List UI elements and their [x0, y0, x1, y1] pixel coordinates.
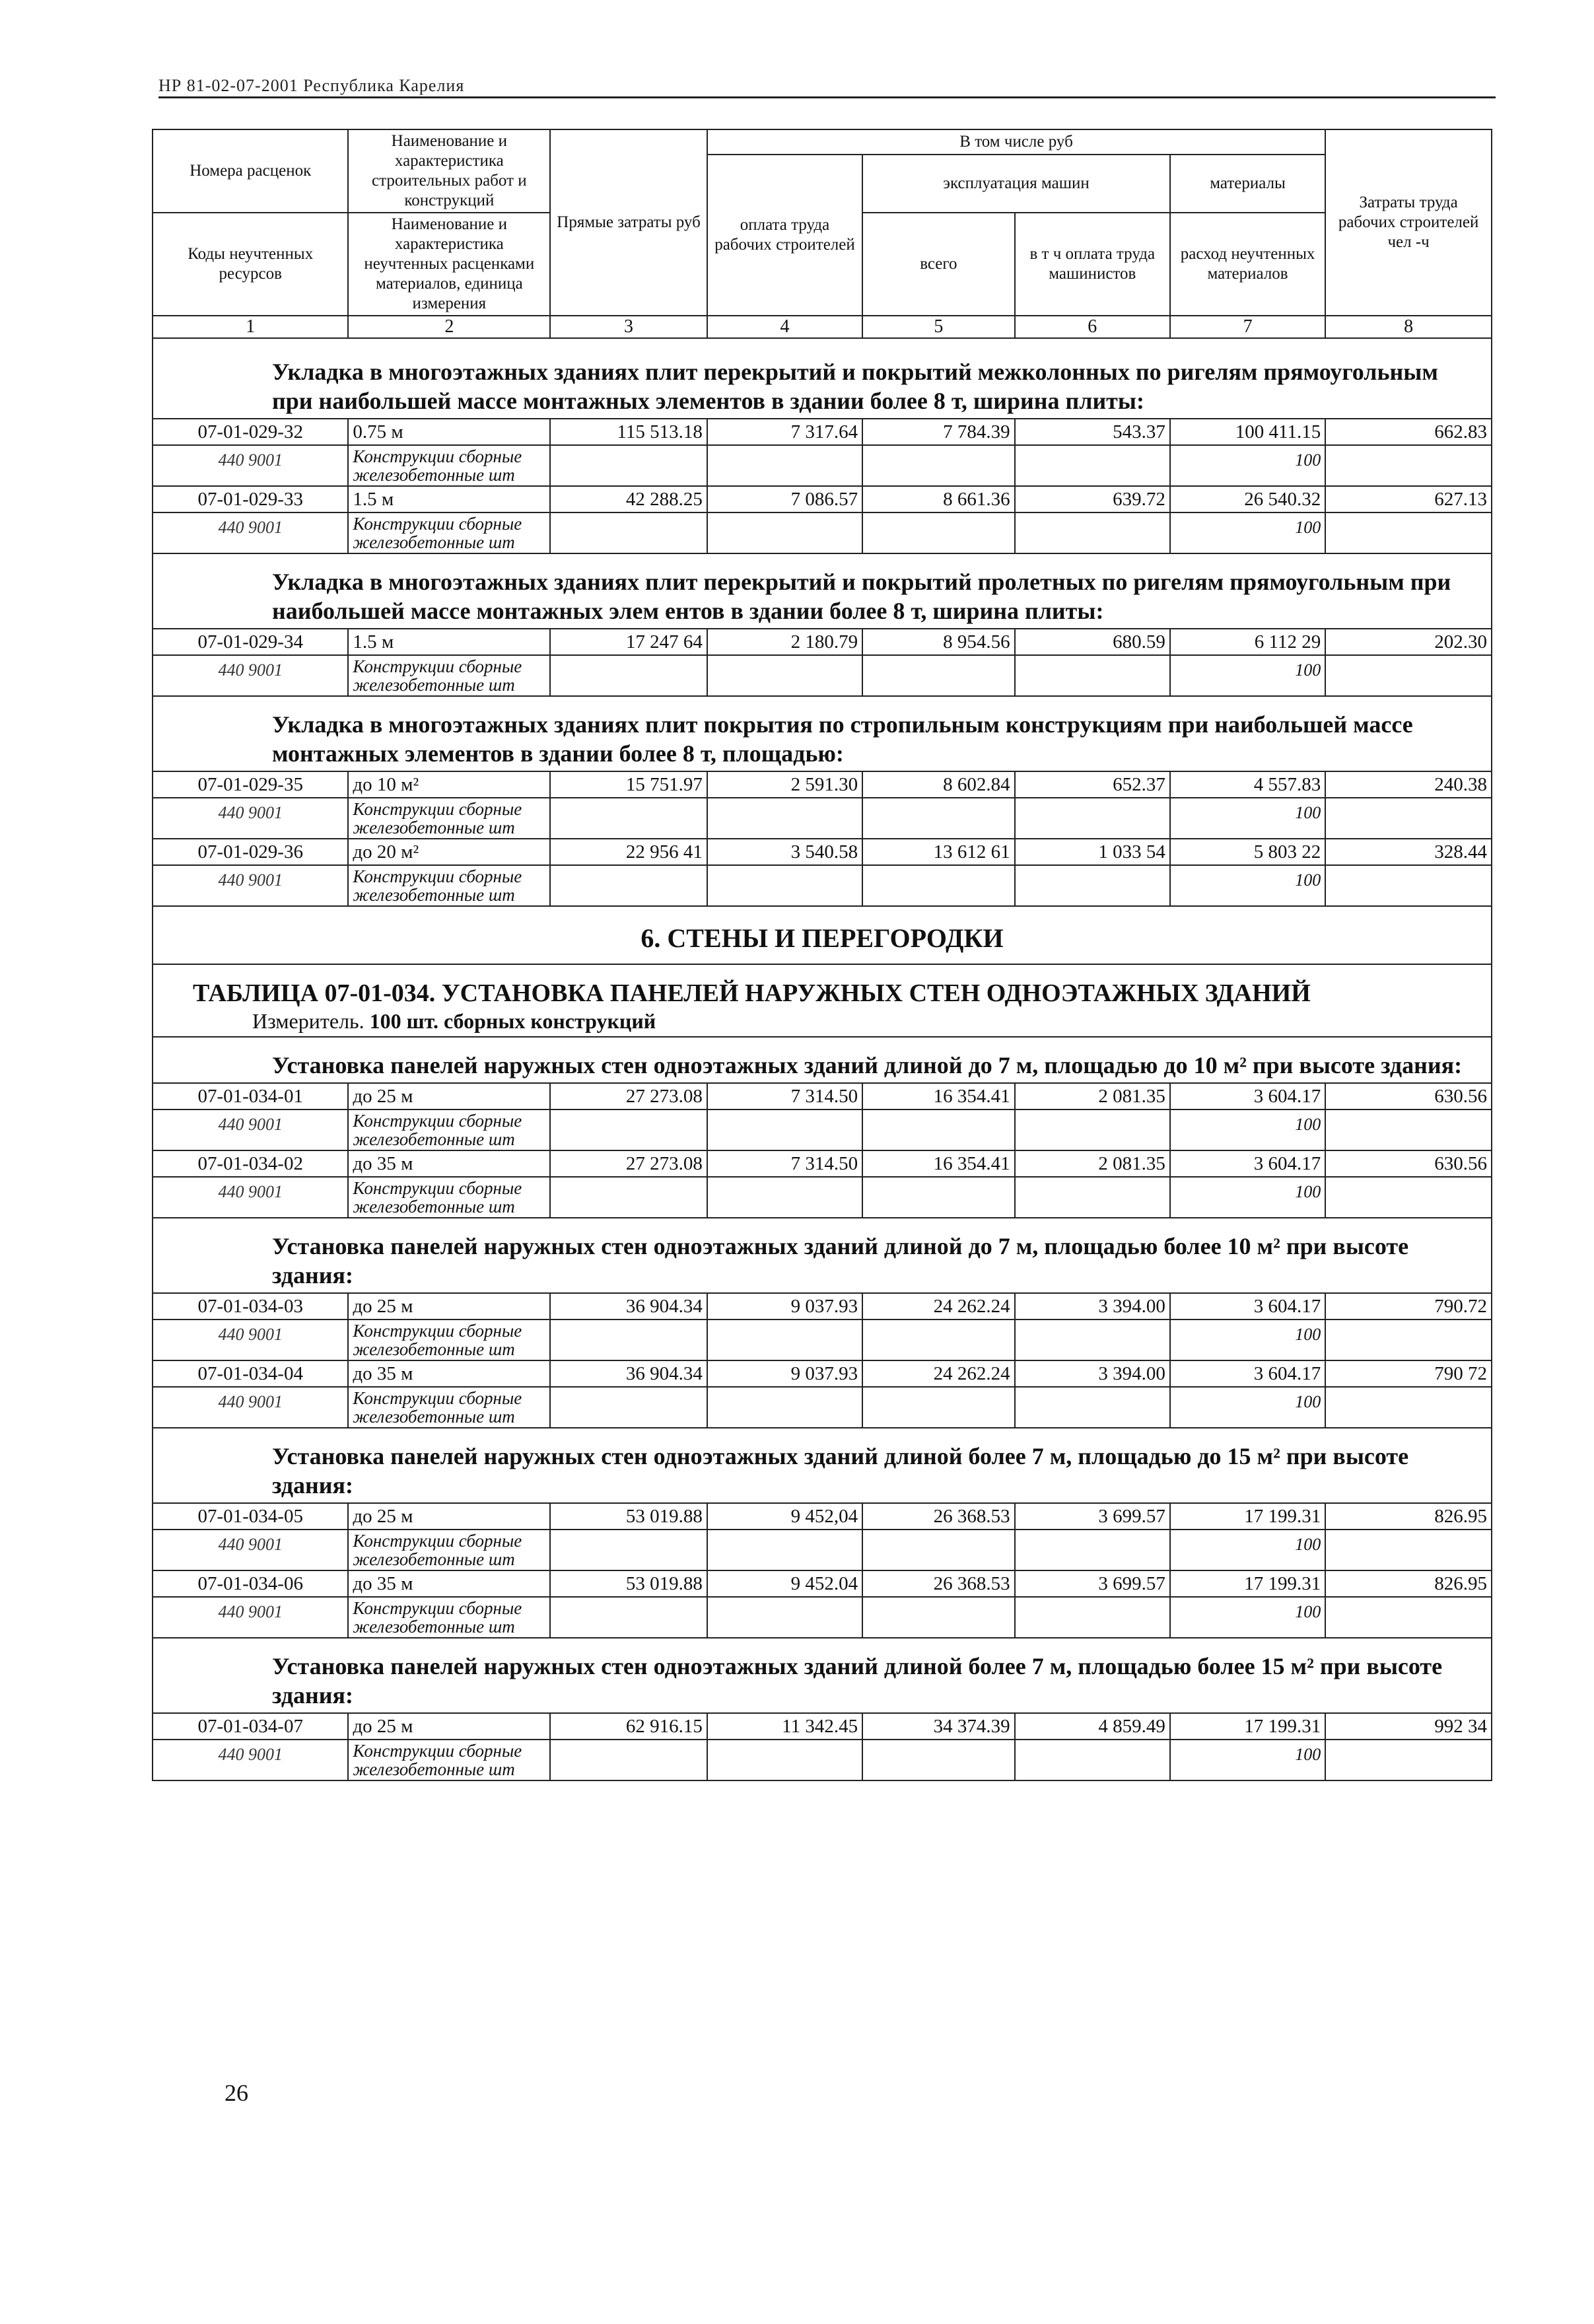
labor-cost: 7 314.50: [707, 1150, 862, 1177]
rates-table-wrapper: [152, 129, 1492, 1781]
material-name: Конструкции сборные железобетонные шт: [348, 1109, 550, 1150]
meter-value: 100 шт. сборных конструкций: [369, 1009, 656, 1033]
materials-cost: 17 199.31: [1170, 1570, 1325, 1597]
page-number: 26: [225, 2080, 248, 2106]
work-name: до 25 м: [348, 1713, 550, 1740]
machines-total: 16 354.41: [862, 1150, 1015, 1177]
work-name: до 35 м: [348, 1570, 550, 1597]
labor-cost: 7 314.50: [707, 1083, 862, 1109]
rate-code: 07-01-034-01: [153, 1083, 348, 1109]
materials-cost: 17 199.31: [1170, 1503, 1325, 1530]
labor-cost: 7 086.57: [707, 486, 862, 512]
material-name: Конструкции сборные железобетонные шт: [348, 865, 550, 906]
resource-code: 440 9001: [153, 655, 348, 696]
labor-cost: 2 180.79: [707, 629, 862, 655]
labor-hours: 790.72: [1325, 1293, 1492, 1320]
machinists-pay: 3 394.00: [1015, 1360, 1170, 1387]
machinists-pay: 1 033 54: [1015, 839, 1170, 865]
group-title-row: [153, 696, 1492, 771]
col-number: 1: [153, 316, 348, 338]
col-number: 8: [1325, 316, 1492, 338]
direct-cost: 53 019.88: [550, 1503, 707, 1530]
materials-cost: 100 411.15: [1170, 419, 1325, 445]
labor-hours: 662.83: [1325, 419, 1492, 445]
rate-code: 07-01-034-04: [153, 1360, 348, 1387]
col-header-8: Затраты труда рабочих строителей чел -ч: [1325, 129, 1492, 316]
machinists-pay: 2 081.35: [1015, 1083, 1170, 1109]
table-row: [153, 1150, 1492, 1177]
machines-total: 13 612 61: [862, 839, 1015, 865]
material-quantity: 100: [1170, 445, 1325, 486]
material-name: Конструкции сборные железобетонные шт: [348, 1177, 550, 1218]
rate-code: 07-01-029-35: [153, 771, 348, 798]
material-name: Конструкции сборные железобетонные шт: [348, 1740, 550, 1780]
material-quantity: 100: [1170, 1177, 1325, 1218]
table-row-resource: [153, 798, 1492, 839]
materials-cost: 6 112 29: [1170, 629, 1325, 655]
materials-cost: 4 557.83: [1170, 771, 1325, 798]
col-header-7: расход неучтенных материалов: [1170, 213, 1325, 316]
labor-cost: 9 452,04: [707, 1503, 862, 1530]
machines-total: 24 262.24: [862, 1360, 1015, 1387]
table-row-resource: [153, 512, 1492, 553]
group-title-row: [153, 1037, 1492, 1083]
col-header-1-top: Номера расценок: [153, 129, 348, 213]
material-name: Конструкции сборные железобетонные шт: [348, 655, 550, 696]
material-name: Конструкции сборные железобетонные шт: [348, 1597, 550, 1638]
direct-cost: 22 956 41: [550, 839, 707, 865]
material-quantity: 100: [1170, 512, 1325, 553]
table-row: [153, 1503, 1492, 1530]
rates-table: [152, 129, 1492, 1781]
materials-cost: 3 604.17: [1170, 1083, 1325, 1109]
direct-cost: 53 019.88: [550, 1570, 707, 1597]
rate-code: 07-01-034-07: [153, 1713, 348, 1740]
table-title-row: [153, 964, 1492, 1008]
group-title: Укладка в многоэтажных зданиях плит перекрытий и покрытий межколонных по ригелям прямоугольным при наибольшей массе монтажных элементов в здании более 8 т, ширина плиты:: [153, 338, 1492, 419]
group-title: Укладка в многоэтажных зданиях плит покрытия по стропильным конструкциям при наибольшей массе монтажных элементов в здании более 8 т, площадью:: [153, 696, 1492, 771]
table-row: [153, 629, 1492, 655]
labor-cost: 9 037.93: [707, 1360, 862, 1387]
materials-cost: 3 604.17: [1170, 1293, 1325, 1320]
material-name: Конструкции сборные железобетонные шт: [348, 1320, 550, 1360]
rate-code: 07-01-034-02: [153, 1150, 348, 1177]
machinists-pay: 680.59: [1015, 629, 1170, 655]
labor-hours: 992 34: [1325, 1713, 1492, 1740]
table-row-resource: [153, 655, 1492, 696]
resource-code: 440 9001: [153, 1320, 348, 1360]
resource-code: 440 9001: [153, 865, 348, 906]
table-row: [153, 1360, 1492, 1387]
labor-cost: 2 591.30: [707, 771, 862, 798]
col-header-2-top: Наименование и характеристика строительных работ и конструкций: [348, 129, 550, 213]
material-quantity: 100: [1170, 1387, 1325, 1428]
group-title: Установка панелей наружных стен одноэтажных зданий длиной до 7 м, площадью до 10 м² при высоте здания:: [153, 1037, 1492, 1083]
table-row-resource: [153, 1320, 1492, 1360]
direct-cost: 15 751.97: [550, 771, 707, 798]
labor-hours: 240.38: [1325, 771, 1492, 798]
table-body: [153, 338, 1492, 1780]
machinists-pay: 2 081.35: [1015, 1150, 1170, 1177]
work-name: до 10 м²: [348, 771, 550, 798]
work-name: до 25 м: [348, 1083, 550, 1109]
table-row: [153, 486, 1492, 512]
table-row: [153, 1570, 1492, 1597]
labor-hours: 328.44: [1325, 839, 1492, 865]
col-header-3: Прямые затраты руб: [550, 129, 707, 316]
resource-code: 440 9001: [153, 1530, 348, 1570]
rate-code: 07-01-029-34: [153, 629, 348, 655]
machinists-pay: 3 699.57: [1015, 1503, 1170, 1530]
resource-code: 440 9001: [153, 1109, 348, 1150]
table-header: [153, 129, 1492, 338]
material-name: Конструкции сборные железобетонные шт: [348, 1530, 550, 1570]
section-title-row: [153, 906, 1492, 964]
direct-cost: 36 904.34: [550, 1293, 707, 1320]
group-title: Установка панелей наружных стен одноэтажных зданий длиной до 7 м, площадью более 10 м² при высоте здания:: [153, 1218, 1492, 1293]
col-number: 5: [862, 316, 1015, 338]
machinists-pay: 652.37: [1015, 771, 1170, 798]
materials-cost: 3 604.17: [1170, 1360, 1325, 1387]
group-title: Установка панелей наружных стен одноэтажных зданий длиной более 7 м, площадью до 15 м² при высоте здания:: [153, 1428, 1492, 1503]
col-number: 3: [550, 316, 707, 338]
group-title-row: [153, 553, 1492, 629]
machinists-pay: 3 394.00: [1015, 1293, 1170, 1320]
rate-code: 07-01-029-36: [153, 839, 348, 865]
labor-hours: 630.56: [1325, 1083, 1492, 1109]
labor-hours: 826.95: [1325, 1570, 1492, 1597]
table-row-resource: [153, 1109, 1492, 1150]
meter-row: [153, 1008, 1492, 1037]
table-row: [153, 419, 1492, 445]
table-row-resource: [153, 445, 1492, 486]
material-quantity: 100: [1170, 1530, 1325, 1570]
col-number: 7: [1170, 316, 1325, 338]
direct-cost: 27 273.08: [550, 1150, 707, 1177]
rate-code: 07-01-029-33: [153, 486, 348, 512]
material-name: Конструкции сборные железобетонные шт: [348, 512, 550, 553]
direct-cost: 36 904.34: [550, 1360, 707, 1387]
header-rule: [158, 96, 1496, 98]
labor-cost: 9 452.04: [707, 1570, 862, 1597]
material-name: Конструкции сборные железобетонные шт: [348, 445, 550, 486]
machines-total: 8 954.56: [862, 629, 1015, 655]
table-row: [153, 1713, 1492, 1740]
rate-code: 07-01-034-06: [153, 1570, 348, 1597]
labor-hours: 202.30: [1325, 629, 1492, 655]
work-name: до 25 м: [348, 1503, 550, 1530]
labor-cost: 11 342.45: [707, 1713, 862, 1740]
material-quantity: 100: [1170, 1320, 1325, 1360]
page-header: НР 81-02-07-2001 Республика Карелия: [158, 76, 465, 95]
direct-cost: 17 247 64: [550, 629, 707, 655]
table-title: ТАБЛИЦА 07-01-034. УСТАНОВКА ПАНЕЛЕЙ НАРУЖНЫХ СТЕН ОДНОЭТАЖНЫХ ЗДАНИЙ: [153, 964, 1492, 1008]
machines-total: 24 262.24: [862, 1293, 1015, 1320]
machinists-pay: 543.37: [1015, 419, 1170, 445]
direct-cost: 115 513.18: [550, 419, 707, 445]
work-name: до 35 м: [348, 1150, 550, 1177]
group-title-row: [153, 1428, 1492, 1503]
labor-hours: 630.56: [1325, 1150, 1492, 1177]
table-row-resource: [153, 1387, 1492, 1428]
machines-total: 8 661.36: [862, 486, 1015, 512]
direct-cost: 42 288.25: [550, 486, 707, 512]
meter-line: [153, 1008, 1492, 1037]
labor-hours: 826.95: [1325, 1503, 1492, 1530]
col-header-5: всего: [862, 213, 1015, 316]
table-row-resource: [153, 1177, 1492, 1218]
materials-cost: 17 199.31: [1170, 1713, 1325, 1740]
resource-code: 440 9001: [153, 1387, 348, 1428]
resource-code: 440 9001: [153, 1740, 348, 1780]
table-row: [153, 1083, 1492, 1109]
resource-code: 440 9001: [153, 512, 348, 553]
col-number: 4: [707, 316, 862, 338]
col-header-2-bottom: Наименование и характеристика неучтенных расценками материалов, единица измерения: [348, 213, 550, 316]
col-header-6: в т ч оплата труда машинистов: [1015, 213, 1170, 316]
machines-total: 8 602.84: [862, 771, 1015, 798]
labor-hours: 790 72: [1325, 1360, 1492, 1387]
machines-total: 7 784.39: [862, 419, 1015, 445]
machinists-pay: 4 859.49: [1015, 1713, 1170, 1740]
col-header-group: В том числе руб: [707, 129, 1325, 155]
table-row-resource: [153, 1740, 1492, 1780]
table-row-resource: [153, 1597, 1492, 1638]
material-name: Конструкции сборные железобетонные шт: [348, 1387, 550, 1428]
table-row-resource: [153, 1530, 1492, 1570]
machinists-pay: 3 699.57: [1015, 1570, 1170, 1597]
resource-code: 440 9001: [153, 798, 348, 839]
machines-total: 16 354.41: [862, 1083, 1015, 1109]
rate-code: 07-01-034-05: [153, 1503, 348, 1530]
material-quantity: 100: [1170, 1597, 1325, 1638]
material-quantity: 100: [1170, 865, 1325, 906]
group-title: Укладка в многоэтажных зданиях плит перекрытий и покрытий пролетных по ригелям прямоугольным при наибольшей массе монтажных элем ентов в здании более 8 т, ширина плиты:: [153, 553, 1492, 629]
materials-cost: 5 803 22: [1170, 839, 1325, 865]
rate-code: 07-01-034-03: [153, 1293, 348, 1320]
machinists-pay: 639.72: [1015, 486, 1170, 512]
work-name: 0.75 м: [348, 419, 550, 445]
table-row-resource: [153, 865, 1492, 906]
labor-cost: 7 317.64: [707, 419, 862, 445]
col-number: 6: [1015, 316, 1170, 338]
col-header-4: оплата труда рабочих строителей: [707, 155, 862, 316]
material-quantity: 100: [1170, 655, 1325, 696]
group-title-row: [153, 1218, 1492, 1293]
col-header-1-bottom: Коды неучтенных ресурсов: [153, 213, 348, 316]
col-header-materials: материалы: [1170, 155, 1325, 213]
machines-total: 34 374.39: [862, 1713, 1015, 1740]
table-row: [153, 839, 1492, 865]
machines-total: 26 368.53: [862, 1503, 1015, 1530]
group-title-row: [153, 338, 1492, 419]
group-title: Установка панелей наружных стен одноэтажных зданий длиной более 7 м, площадью более 15 м² при высоте здания:: [153, 1638, 1492, 1713]
resource-code: 440 9001: [153, 1597, 348, 1638]
table-row: [153, 1293, 1492, 1320]
work-name: 1.5 м: [348, 629, 550, 655]
work-name: 1.5 м: [348, 486, 550, 512]
materials-cost: 3 604.17: [1170, 1150, 1325, 1177]
material-quantity: 100: [1170, 1109, 1325, 1150]
resource-code: 440 9001: [153, 1177, 348, 1218]
material-quantity: 100: [1170, 1740, 1325, 1780]
material-quantity: 100: [1170, 798, 1325, 839]
col-header-machines: эксплуатация машин: [862, 155, 1170, 213]
col-number: 2: [348, 316, 550, 338]
work-name: до 25 м: [348, 1293, 550, 1320]
direct-cost: 27 273.08: [550, 1083, 707, 1109]
material-name: Конструкции сборные железобетонные шт: [348, 798, 550, 839]
labor-cost: 9 037.93: [707, 1293, 862, 1320]
materials-cost: 26 540.32: [1170, 486, 1325, 512]
rate-code: 07-01-029-32: [153, 419, 348, 445]
group-title-row: [153, 1638, 1492, 1713]
resource-code: 440 9001: [153, 445, 348, 486]
direct-cost: 62 916.15: [550, 1713, 707, 1740]
table-row: [153, 771, 1492, 798]
meter-label: Измеритель.: [252, 1009, 364, 1033]
section-title: 6. СТЕНЫ И ПЕРЕГОРОДКИ: [153, 906, 1492, 964]
labor-hours: 627.13: [1325, 486, 1492, 512]
work-name: до 35 м: [348, 1360, 550, 1387]
work-name: до 20 м²: [348, 839, 550, 865]
machines-total: 26 368.53: [862, 1570, 1015, 1597]
labor-cost: 3 540.58: [707, 839, 862, 865]
